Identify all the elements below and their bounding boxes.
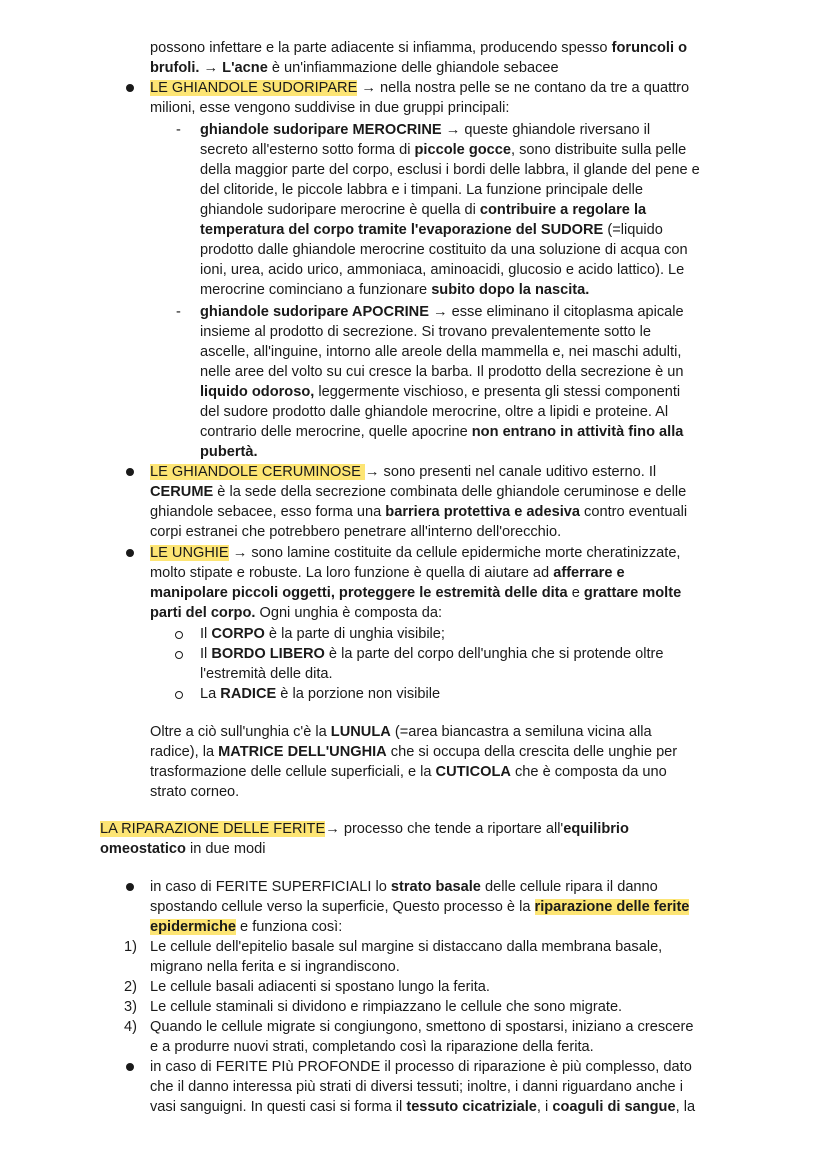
text: è la parte del corpo dell'unghia che si protende oltre [324, 646, 664, 662]
text: che il danno interessa più strati di diversi tessuti; inoltre, i danni riguardano anche i [150, 1079, 683, 1095]
apocrine-line [200, 382, 680, 402]
bold-text: CORPO [211, 626, 265, 642]
step-line [150, 1037, 594, 1057]
text: nelle aree del volto su cui cresce la barba. Il prodotto della secrezione è un [200, 364, 684, 380]
circle-bullet-icon [175, 651, 183, 659]
text: contrario delle merocrine, quelle apocrine [200, 424, 472, 440]
text: Le cellule basali adiacenti si spostano lungo la ferita. [150, 979, 490, 995]
text: , i [536, 1099, 553, 1115]
text: Il [200, 646, 212, 662]
arrow-text: → [199, 60, 223, 76]
bold-text: subito dopo la nascita. [431, 282, 590, 298]
bold-text: RADICE [220, 686, 277, 702]
text: delle cellule ripara il danno [480, 879, 658, 895]
bold-text: piccole gocce [414, 142, 512, 158]
text: , sono distribuite sulla pelle [511, 142, 687, 158]
bold-text: parti del corpo. [150, 605, 256, 621]
text: corpi estranei che potrebbero penetrare all'interno dell'orecchio. [150, 524, 562, 540]
bold-text: ghiandole sudoripare MEROCRINE [200, 122, 442, 138]
text: della maggior parte del corpo, esclusi i bordi delle labbra, il glande del pene e [200, 162, 700, 178]
text: è la porzione non visibile [276, 686, 441, 702]
apocrine-line [200, 402, 668, 422]
text: insieme al prodotto di secrezione. Si trovano prevalentemente sotto le [200, 324, 652, 340]
text: spostando cellule verso la superficie, Questo processo è la [150, 899, 535, 915]
text: radice), la [150, 744, 219, 760]
bold-text: strato basale [390, 879, 481, 895]
section-sudoripare-heading [150, 78, 689, 98]
step-number: 3) [124, 999, 137, 1015]
text: (=area biancastra a semiluna vicina alla [390, 724, 652, 740]
text: milioni, esse vengono suddivise in due gruppi principali: [150, 100, 510, 116]
text: e funziona così: [235, 919, 343, 935]
apocrine-line [200, 362, 684, 382]
text: migrano nella ferita e si ingrandiscono. [150, 959, 400, 975]
paragraph-line [150, 762, 667, 782]
paragraph-line [150, 1057, 692, 1077]
bold-text: CERUME [150, 484, 214, 500]
merocrine-line [200, 180, 643, 200]
text: → sono presenti nel canale uditivo esterno. Il [364, 464, 657, 480]
highlighted-title: LE GHIANDOLE CERUMINOSE [150, 464, 365, 480]
paragraph-line [150, 742, 677, 762]
text: ghiandole sebacee, esso forma una [150, 504, 386, 520]
merocrine-line [200, 260, 684, 280]
bold-text: LUNULA [330, 724, 391, 740]
text: (=liquido [603, 222, 663, 238]
paragraph-line [100, 839, 265, 859]
paragraph-line [150, 782, 239, 802]
apocrine-line [200, 342, 681, 362]
circle-bullet-icon [175, 691, 183, 699]
text: e a produrre nuovi strati, completando così la riparazione della ferita. [150, 1039, 594, 1055]
paragraph-line [150, 502, 687, 522]
text: secreto all'esterno sotto forma di [200, 142, 415, 158]
step-line [150, 977, 490, 997]
text: leggermente vischioso, e presenta gli stessi componenti [314, 384, 681, 400]
text: ascelle, all'inguine, intorno alle areole della mammella e, nei maschi adulti, [200, 344, 682, 360]
merocrine-line [200, 280, 589, 300]
paragraph-line [150, 583, 681, 603]
highlighted-bold-text: epidermiche [150, 919, 236, 935]
text: La [200, 686, 221, 702]
merocrine-line [200, 200, 646, 220]
paragraph-line [150, 38, 687, 58]
text: è un'infiammazione delle ghiandole sebacee [267, 60, 559, 76]
bold-text: tessuto cicatriziale [406, 1099, 537, 1115]
bold-text: brufoli. [150, 60, 200, 76]
text: strato corneo. [150, 784, 240, 800]
text: molto stipate e robuste. La loro funzione è quella di aiutare ad [150, 565, 554, 581]
dash-marker: - [176, 304, 181, 320]
bold-text: pubertà. [200, 444, 258, 460]
paragraph-line [150, 98, 509, 118]
bullet-icon [126, 84, 134, 92]
bold-text: equilibrio [563, 821, 629, 837]
highlighted-title: LA RIPARAZIONE DELLE FERITE [100, 821, 326, 837]
text: in caso di FERITE PIù PROFONDE il processo di riparazione è più complesso, dato [150, 1059, 692, 1075]
circle-bullet-icon [175, 631, 183, 639]
bold-text: MATRICE DELL'UNGHIA [218, 744, 387, 760]
merocrine-line [200, 240, 688, 260]
bold-text: temperatura del corpo tramite l'evaporazione del SUDORE [200, 222, 604, 238]
highlighted-bold-text: riparazione delle ferite [534, 899, 690, 915]
bold-text: liquido odoroso, [200, 384, 315, 400]
text: → queste ghiandole riversano il [441, 122, 651, 138]
text: → sono lamine costituite da cellule epidermiche morte cheratinizzate, [228, 545, 681, 561]
section-ceruminose-heading [150, 462, 656, 482]
paragraph-line [150, 563, 625, 583]
text: → esse eliminano il citoplasma apicale [428, 304, 684, 320]
paragraph-line [150, 603, 442, 623]
text: del sudore prodotto dalle ghiandole merocrine, oltre a lipidi e proteine. Al [200, 404, 669, 420]
paragraph-line [150, 877, 658, 897]
step-line [150, 937, 662, 957]
bold-text: afferrare e [553, 565, 625, 581]
bold-text: grattare molte [583, 585, 682, 601]
nail-part-item [200, 684, 440, 704]
text: vasi sanguigni. In questi casi si forma il [150, 1099, 407, 1115]
apocrine-line [200, 322, 651, 342]
bold-text: ghiandole sudoripare APOCRINE [200, 304, 429, 320]
text: in caso di FERITE SUPERFICIALI lo [150, 879, 391, 895]
text: in due modi [185, 841, 266, 857]
merocrine-line [200, 160, 700, 180]
step-number: 2) [124, 979, 137, 995]
nail-part-item [200, 644, 664, 664]
text: possono infettare e la parte adiacente si infiamma, producendo spesso [150, 40, 612, 56]
highlighted-title: LE GHIANDOLE SUDORIPARE [150, 80, 358, 96]
bullet-icon [126, 883, 134, 891]
step-line [150, 1017, 694, 1037]
step-line [150, 997, 622, 1017]
nail-part-item-cont [200, 664, 333, 684]
bullet-icon [126, 1063, 134, 1071]
text: che si occupa della crescita delle unghie per [386, 744, 678, 760]
text: Le cellule dell'epitelio basale sul margine si distaccano dalla membrana basale, [150, 939, 663, 955]
paragraph-line [150, 522, 561, 542]
text: ioni, urea, acido urico, ammoniaca, aminoacidi, glucosio e acido lattico). Le [200, 262, 685, 278]
paragraph-line [150, 917, 342, 937]
text: del clitoride, le piccole labbra e i timpani. La funzione principale delle [200, 182, 643, 198]
apocrine-line [200, 442, 258, 462]
text: è la parte di unghia visibile; [264, 626, 445, 642]
text: → processo che tende a riportare all' [325, 821, 564, 837]
merocrine-line [200, 220, 663, 240]
section-unghie-heading [150, 543, 681, 563]
highlighted-title: LE UNGHIE [150, 545, 229, 561]
bold-text: manipolare piccoli oggetti, proteggere le estremità delle dita [150, 585, 568, 601]
text: Le cellule staminali si dividono e rimpiazzano le cellule che sono migrate. [150, 999, 623, 1015]
step-number: 1) [124, 939, 137, 955]
text: prodotto dalle ghiandole merocrine costituito da una soluzione di acqua con [200, 242, 688, 258]
paragraph-line [150, 1097, 695, 1117]
bold-text: non entrano in attività fino alla [471, 424, 684, 440]
text: Il [200, 626, 212, 642]
bold-text: coaguli di sangue [552, 1099, 676, 1115]
paragraph-line [150, 58, 559, 78]
paragraph-line [150, 722, 652, 742]
step-number: 4) [124, 1019, 137, 1035]
text: , la [675, 1099, 696, 1115]
apocrine-line [200, 422, 683, 442]
bullet-icon [126, 549, 134, 557]
text: Oltre a ciò sull'unghia c'è la [150, 724, 331, 740]
text: l'estremità delle dita. [200, 666, 333, 682]
bold-text: foruncoli o [611, 40, 688, 56]
text: e [567, 585, 584, 601]
merocrine-line [200, 140, 686, 160]
section-riparazione-heading [100, 819, 629, 839]
bullet-icon [126, 468, 134, 476]
dash-marker: - [176, 122, 181, 138]
paragraph-line [150, 897, 689, 917]
bold-text: L'acne [222, 60, 268, 76]
bold-text: CUTICOLA [435, 764, 511, 780]
step-line [150, 957, 400, 977]
bold-text: contribuire a regolare la [479, 202, 647, 218]
text: Quando le cellule migrate si congiungono, smettono di spostarsi, iniziano a crescere [150, 1019, 694, 1035]
apocrine-line [200, 302, 684, 322]
nail-part-item [200, 624, 445, 644]
text: trasformazione delle cellule superficiali, e la [150, 764, 436, 780]
text: è la sede della secrezione combinata delle ghiandole ceruminose e delle [213, 484, 687, 500]
text: che è composta da uno [510, 764, 667, 780]
text: contro eventuali [579, 504, 688, 520]
bold-text: barriera protettiva e adesiva [385, 504, 580, 520]
bold-text: omeostatico [100, 841, 186, 857]
text: → nella nostra pelle se ne contano da tre a quattro [357, 80, 690, 96]
text: ghiandole sudoripare merocrine è quella di [200, 202, 480, 218]
paragraph-line [150, 482, 686, 502]
merocrine-line [200, 120, 650, 140]
bold-text: BORDO LIBERO [211, 646, 325, 662]
text: Ogni unghia è composta da: [255, 605, 443, 621]
text: merocrine cominciano a funzionare [200, 282, 432, 298]
paragraph-line [150, 1077, 683, 1097]
